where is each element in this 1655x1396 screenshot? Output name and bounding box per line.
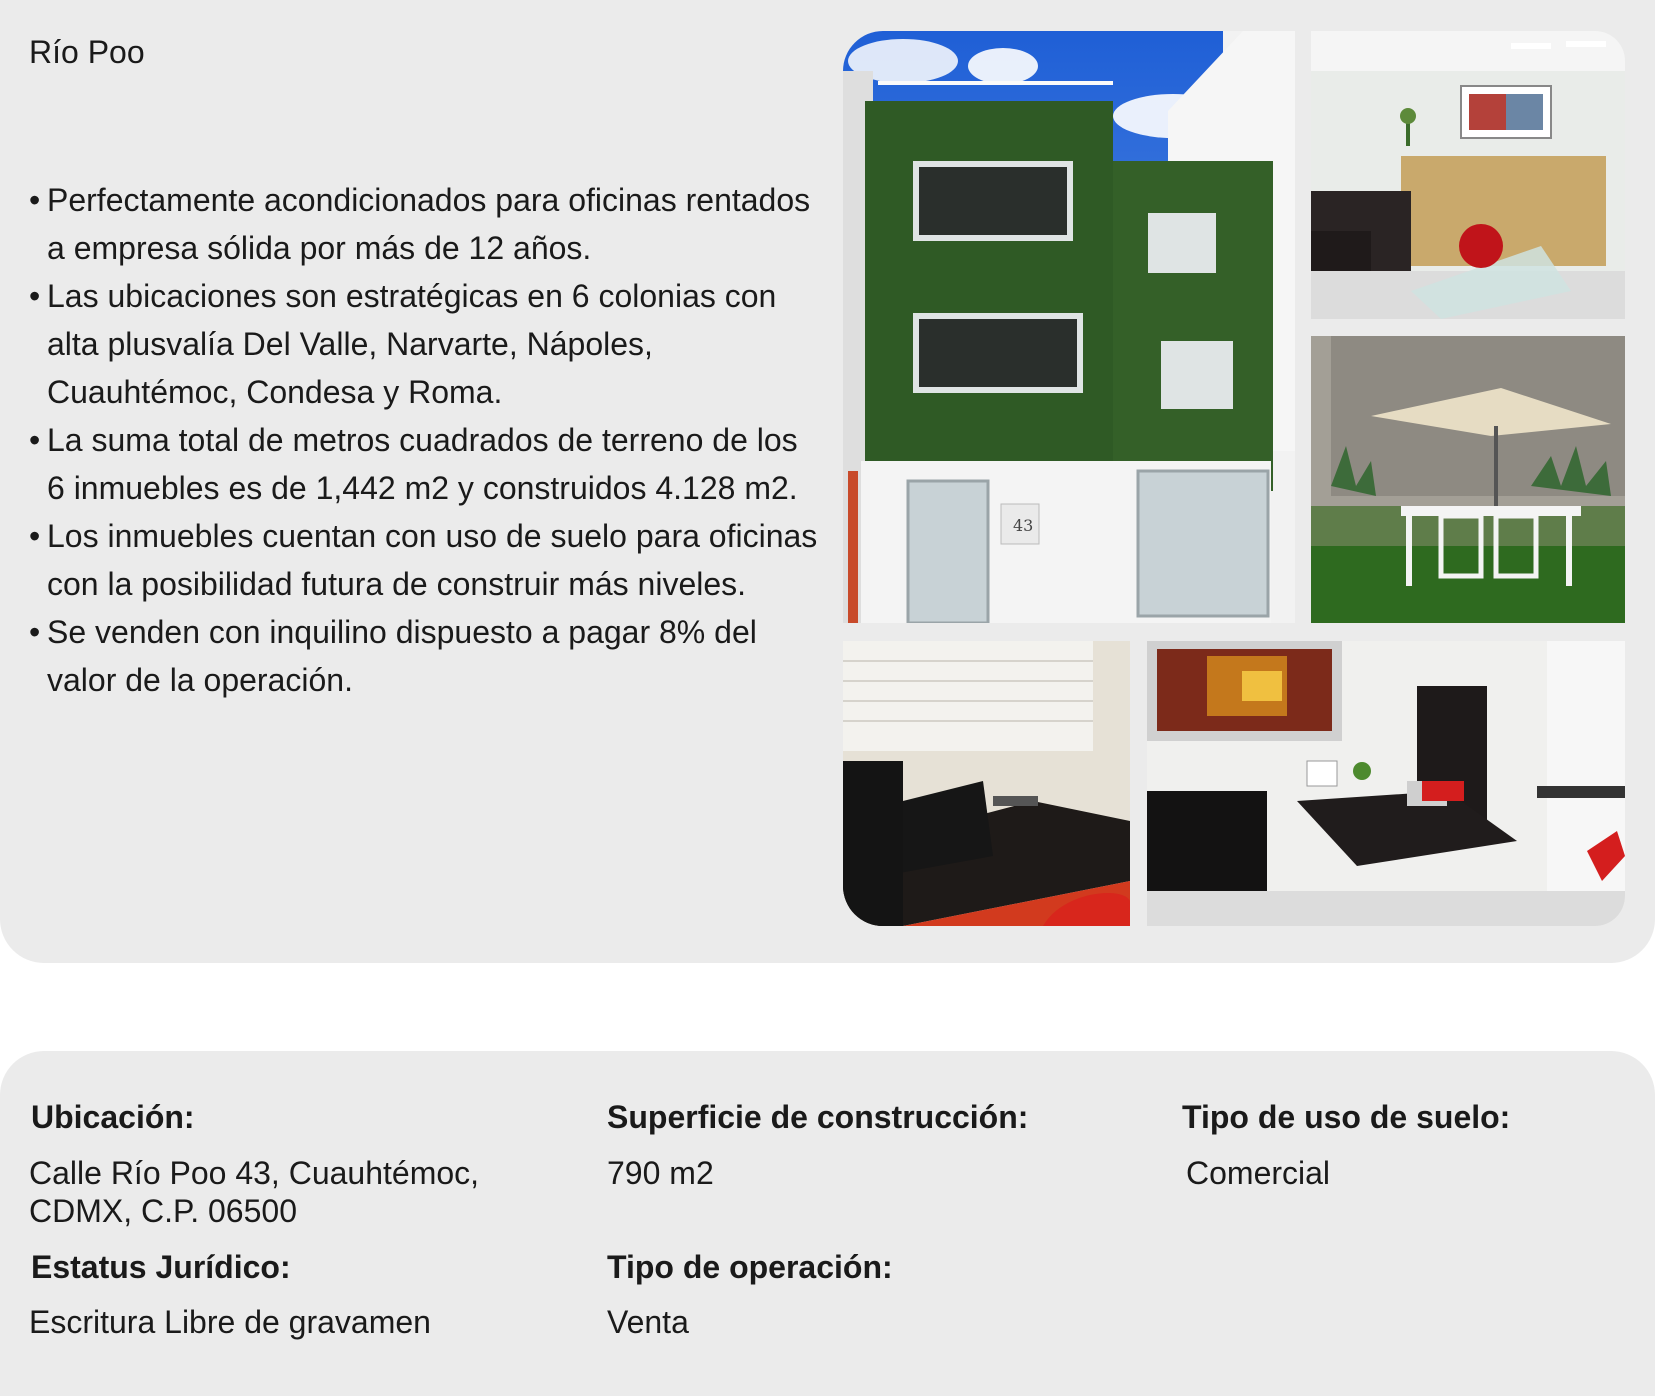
legal-status-label: Estatus Jurídico:: [31, 1249, 291, 1285]
building-facade-photo: [843, 31, 1295, 623]
location-value: Calle Río Poo 43, Cuauhtémoc, CDMX, C.P. 06500: [29, 1155, 480, 1229]
operation-type-label: Tipo de operación:: [607, 1249, 893, 1285]
land-use-value: Comercial: [1186, 1155, 1331, 1191]
property-title: Río Poo: [29, 34, 145, 70]
terrace-photo: [1311, 336, 1625, 623]
office-interior-photo: [1147, 641, 1625, 926]
location-label: Ubicación:: [31, 1099, 195, 1135]
land-use-label: Tipo de uso de suelo:: [1182, 1099, 1511, 1135]
feature-item: • Se venden con inquilino dispuesto a pagar 8% del valor de la operación.: [29, 608, 824, 704]
feature-item: • La suma total de metros cuadrados de terreno de los 6 inmuebles es de 1,442 m2 y construidos 4.128 m2.: [29, 416, 824, 512]
feature-item: • Las ubicaciones son estratégicas en 6 colonias con alta plusvalía Del Valle, Narvarte, Nápoles, Cuauhtémoc, Condesa y Roma.: [29, 272, 824, 416]
construction-area-label: Superficie de construcción:: [607, 1099, 1029, 1135]
building-number: 43: [1013, 516, 1034, 535]
construction-area-value: 790 m2: [607, 1155, 714, 1191]
feature-list: [29, 176, 824, 704]
feature-item: • Perfectamente acondicionados para oficinas rentados a empresa sólida por más de 12 años.: [29, 176, 824, 272]
office-desk-photo: [843, 641, 1130, 926]
legal-status-value: Escritura Libre de gravamen: [29, 1304, 431, 1340]
reception-photo: [1311, 31, 1625, 319]
operation-type-value: Venta: [607, 1304, 689, 1340]
feature-item: • Los inmuebles cuentan con uso de suelo para oficinas con la posibilidad futura de construir más niveles.: [29, 512, 824, 608]
